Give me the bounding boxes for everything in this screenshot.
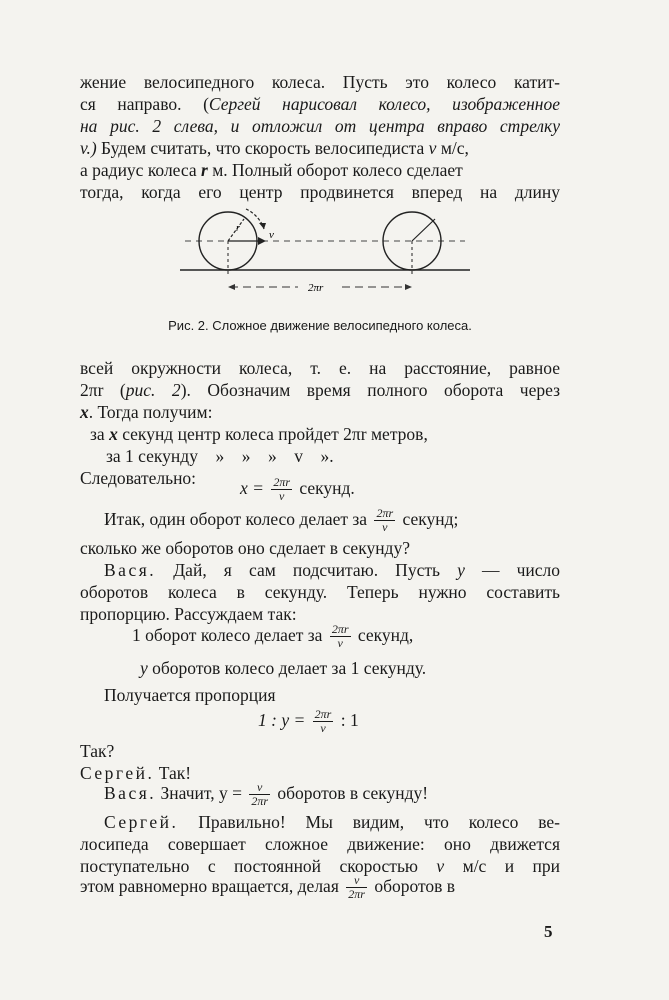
dialogue-line: Сергей. Так! xyxy=(80,763,192,783)
figure-caption: Рис. 2. Сложное движение велосипедного колеса. xyxy=(168,318,472,333)
text-line: сколько же оборотов оно сделает в секунду? xyxy=(80,538,410,558)
text-line: этом равномерно вращается, делая $\frac{v}{2\pi r}$ оборотов в xyxy=(80,873,456,902)
equation: x = $\frac{2\pi r}{v}$ секунд. xyxy=(240,475,355,504)
text-line: пропорцию. Рассуждаем так: xyxy=(80,604,297,624)
text-line: Получается пропорция xyxy=(104,685,276,705)
text-line: Следовательно: xyxy=(80,468,197,488)
text-line: Так? xyxy=(80,741,115,761)
radius-right xyxy=(412,219,435,241)
label-r: r xyxy=(236,223,240,234)
equation: 1 оборот колесо делает за $\frac{2\pi r}{v}$ секунд, xyxy=(132,622,414,651)
dialogue-line: Вася. Значит, y = $\frac{v}{2\pi r}$ оборотов в секунду! xyxy=(104,780,429,809)
text-line: за x секунд центр колеса пройдет 2πr метров, xyxy=(90,424,428,444)
label-v: v xyxy=(269,229,274,241)
wheel-motion-figure xyxy=(180,205,470,305)
text-line: Итак, один оборот колесо делает за $\frac{2\pi r}{v}$ секунд; xyxy=(104,506,459,535)
text-line: лосипеда совершает сложное движение: оно движется xyxy=(80,834,560,854)
page-number: 5 xyxy=(544,922,553,941)
text-line: за 1 секунду » » » v ». xyxy=(106,446,334,466)
text-line: жение велосипедного колеса. Пусть это колесо катит- xyxy=(80,72,560,92)
text-line: ся направо. (Сергей нарисовал колесо, изображенное xyxy=(80,94,560,114)
equation: 1 : y = $\frac{2\pi r}{v}$ : 1 xyxy=(258,707,359,736)
rotation-arrow xyxy=(246,209,264,229)
text-line: а радиус колеса r м. Полный оборот колесо сделает xyxy=(80,160,463,180)
dialogue-line: Сергей. Правильно! Мы видим, что колесо ве- xyxy=(104,812,560,832)
text-line: v.) Будем считать, что скорость велосипедиста v м/с, xyxy=(80,138,469,158)
text-line: поступательно с постоянной скоростью v м/с и при xyxy=(80,856,560,876)
text-line: тогда, когда его центр продвинется вперед на длину xyxy=(80,182,560,202)
dialogue-line: Вася. Дай, я сам подсчитаю. Пусть y — число xyxy=(104,560,560,580)
text-line: на рис. 2 слева, и отложил от центра вправо стрелку xyxy=(80,116,560,136)
equation: y оборотов колесо делает за 1 секунду. xyxy=(140,658,427,678)
text-line: оборотов колеса в секунду. Теперь нужно составить xyxy=(80,582,560,602)
label-distance: 2πr xyxy=(308,282,324,294)
text-line: всей окружности колеса, т. е. на расстояние, равное xyxy=(80,358,560,378)
text-line: 2πr (рис. 2). Обозначим время полного оборота через xyxy=(80,380,560,400)
text-line: x. Тогда получим: xyxy=(80,402,213,422)
